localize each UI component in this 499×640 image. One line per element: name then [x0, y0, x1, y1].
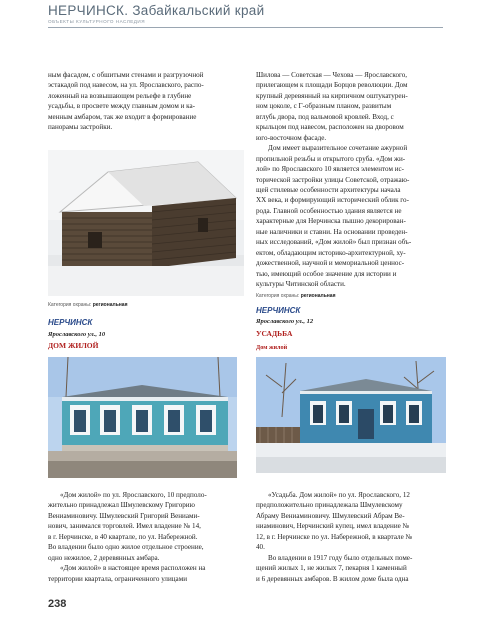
- text-line: ные наличники и ставни. На основании проведен-: [256, 227, 408, 236]
- text-line: Вениаминовичу. Шмулевский Григорий Вениами-: [48, 511, 200, 520]
- header-rule: [48, 27, 443, 28]
- text-line: юго-восточном фасаде.: [256, 133, 327, 142]
- text-line: Во владении в 1917 году было отдельных поме-: [268, 553, 413, 562]
- text-line: ным фасадом, с обшитыми стенами и разгрузочной: [48, 71, 204, 79]
- category-value: региональная: [92, 302, 128, 308]
- text-line: жительно принадлежал Шмулевскому Григорию: [48, 501, 195, 510]
- text-line: тью, имеющий особое значение для истории и: [256, 269, 397, 278]
- photo-estate-yaroslavskogo-12: [256, 357, 446, 473]
- text-line: прилегающем к площади Борцов революции. Дом: [256, 81, 408, 90]
- text-line: торической застройки улицы Советской, отражаю-: [256, 175, 410, 184]
- text-line: рода. Главной особенностью здания является не: [256, 206, 402, 215]
- text-line: ложенный на возвышающем рельефе в глубине: [48, 91, 192, 100]
- entry-right-text: [256, 490, 448, 584]
- city-heading-right: НЕРЧИНСК: [256, 306, 301, 315]
- photo-log-barn: [48, 150, 244, 296]
- text-line: культуры Читинской области.: [256, 280, 346, 289]
- text-line: «Дом жилой» в настоящее время расположен на: [60, 564, 206, 573]
- text-line: вглубь двора, под вальмовой кровлей. Вход, с: [256, 112, 394, 121]
- text-line: «Дом жилой» по ул. Ярославского, 10 предполо-: [60, 491, 207, 499]
- text-line: менным амбаром, так же входит в формирование: [48, 112, 197, 121]
- object-name-left: ДОМ ЖИЛОЙ: [48, 341, 99, 350]
- text-line: щей стилевые особенности архитектуры начала: [256, 185, 401, 194]
- text-line: пропильной резьбы и открытого сруба. «Дом жи-: [256, 154, 406, 163]
- address-left: Ярославского ул., 10: [48, 331, 106, 338]
- text-line: Во владении было одно жилое отдельное строение,: [48, 543, 204, 552]
- category-caption-right: Категория охраны: региональная: [256, 293, 336, 299]
- text-line: панорамы застройки.: [48, 123, 113, 132]
- photo-house-yaroslavskogo-10: [48, 357, 237, 478]
- category-value: региональная: [300, 293, 336, 299]
- entry-left-text: [48, 490, 244, 584]
- text-line: ных исследований, «Дом жилой» был признан объ-: [256, 238, 412, 247]
- city-heading-left: НЕРЧИНСК: [48, 318, 93, 327]
- text-line: эстакадой под навесом, на ул. Ярославского, распо-: [48, 81, 204, 90]
- left-intro-paragraph: [48, 70, 244, 133]
- object-subname-right: Дом жилой: [256, 344, 288, 351]
- text-line: XX века, и формирующий исторический облик го-: [256, 196, 409, 205]
- text-line: крыльцом под навесом, расположен на дворовом: [256, 123, 404, 132]
- text-line: 40.: [256, 543, 265, 552]
- text-line: ектом, обладающим историко-архитектурной, ху-: [256, 248, 406, 257]
- text-line: лой» по Ярославского 10 является элементом ис-: [256, 165, 405, 174]
- category-caption-left: Категория охраны: региональная: [48, 302, 128, 308]
- text-line: Дом имеет выразительное сочетание ажурной: [268, 144, 408, 153]
- right-intro-paragraph: [256, 70, 448, 290]
- text-line: нович, занимался торговлей. Имел владение № 14,: [48, 522, 201, 531]
- text-line: дожественной, научной и мемориальной ценнос-: [256, 259, 405, 268]
- text-line: ном цоколе, с Г-образным планом, развитым: [256, 102, 392, 111]
- text-line: и 6 деревянных амбаров. В жилом доме была одна: [256, 574, 409, 583]
- text-line: крупный деревянный на кирпичном оштукатурен-: [256, 91, 408, 100]
- text-line: 12, в г. Нерчинске по ул. Набережной, в квартале №: [256, 532, 413, 541]
- text-line: щений жилых 1, не жилых 7, пекарня 1 каменный: [256, 564, 407, 573]
- address-right: Ярославского ул., 12: [256, 318, 314, 325]
- object-name-right: УСАДЬБА: [256, 329, 293, 338]
- text-line: ниаминович, Нерчинский купец, имел владение №: [256, 522, 410, 531]
- text-line: усадьбы, в просвете между главным домом и ка-: [48, 102, 195, 111]
- running-header-subtitle: ОБЪЕКТЫ КУЛЬТУРНОГО НАСЛЕДИЯ: [48, 19, 146, 24]
- text-line: характерные для Нерчинска пышно декорирован-: [256, 217, 406, 226]
- text-line: «Усадьба. Дом жилой» по ул. Ярославского, 12: [268, 491, 410, 499]
- text-line: Абраму Вениаминовичу. Шмулевский Абрам Ве-: [256, 511, 405, 520]
- page-number: 238: [48, 598, 67, 610]
- text-line: одно нежилое, 2 деревянных амбара.: [48, 553, 160, 562]
- text-line: предположительно принадлежала Шмулевскому: [256, 501, 403, 510]
- text-line: территории квартала, ограниченного улицами: [48, 574, 187, 583]
- text-line: Шилова — Советская — Чехова — Ярославского,: [256, 71, 408, 79]
- text-line: в г. Нерчинске, в 40 квартале, по ул. Набережной.: [48, 532, 198, 541]
- running-header-title: НЕРЧИНСК. Забайкальский край: [48, 3, 265, 18]
